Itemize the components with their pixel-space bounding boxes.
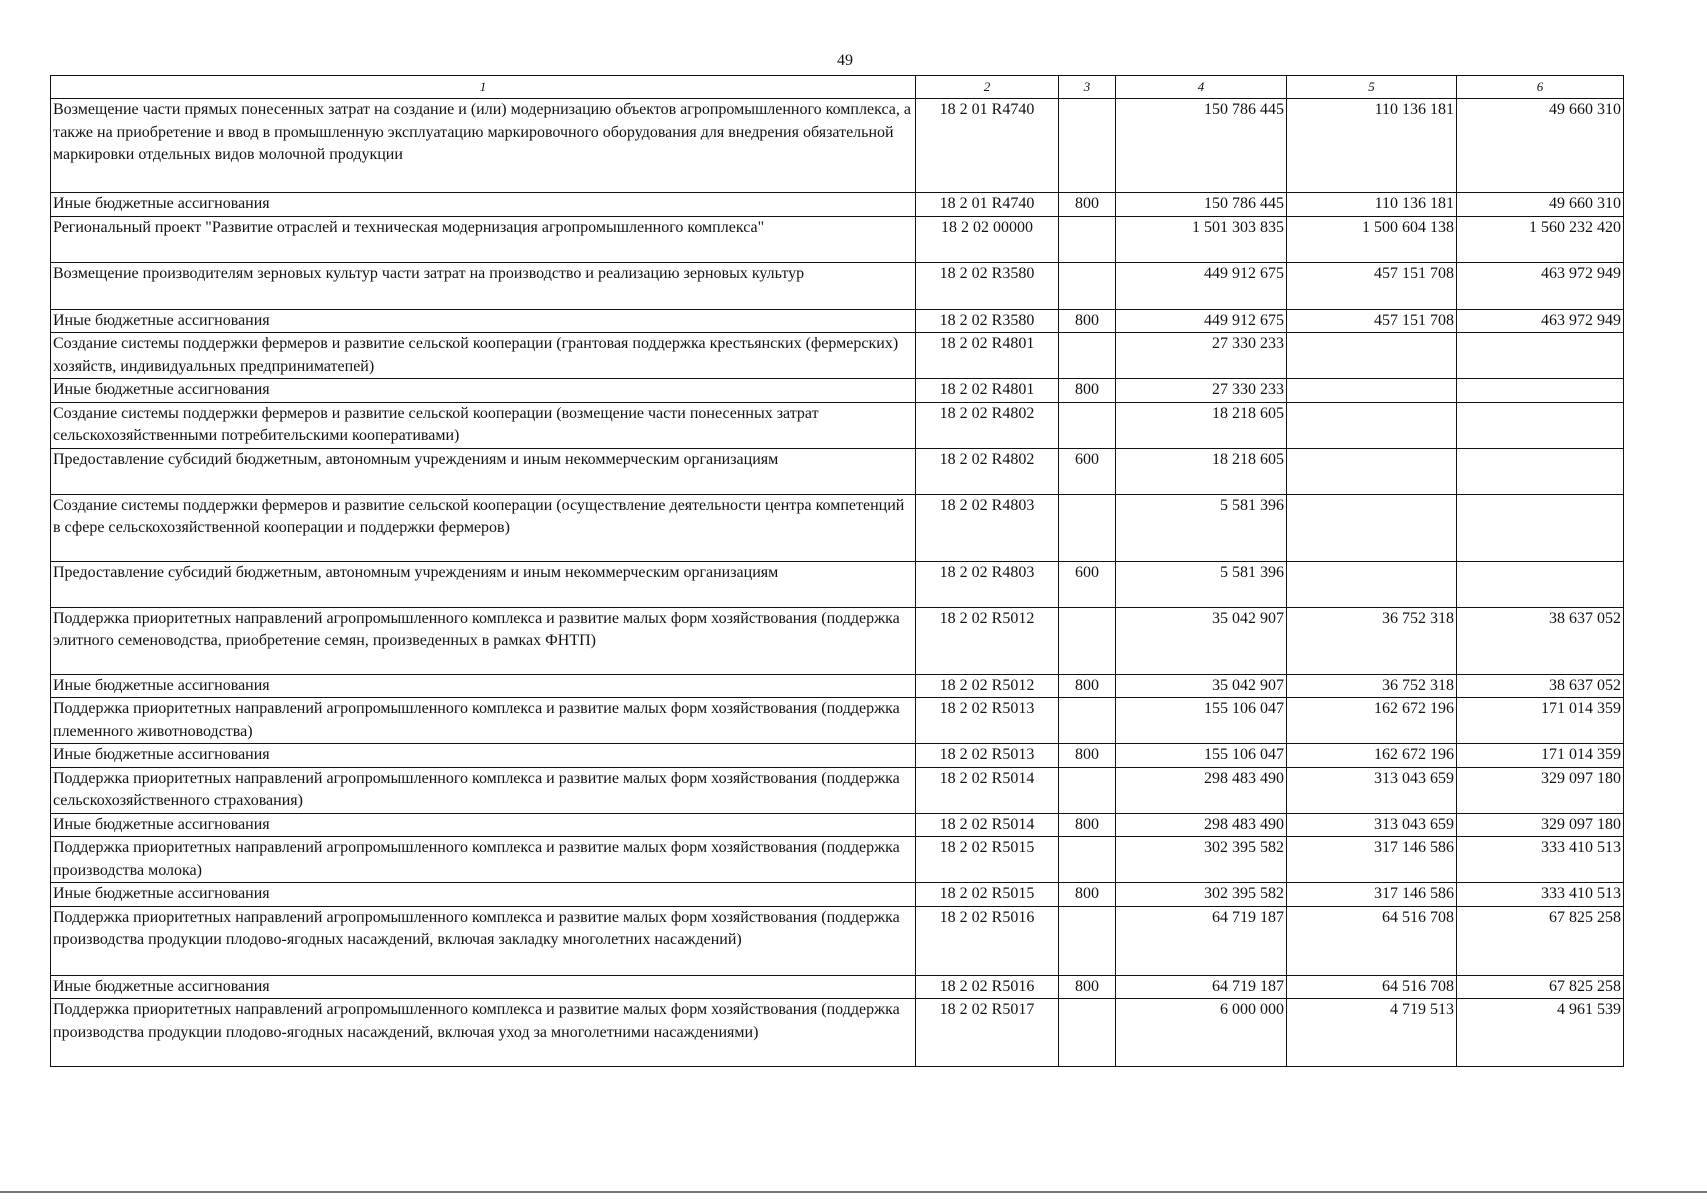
row-amount-3 xyxy=(1457,561,1624,607)
row-expense-type: 800 xyxy=(1059,975,1116,999)
row-amount-3: 4 961 539 xyxy=(1457,999,1624,1067)
row-amount-1: 150 786 445 xyxy=(1116,193,1287,217)
row-amount-1: 5 581 396 xyxy=(1116,561,1287,607)
row-amount-2: 317 146 586 xyxy=(1287,837,1457,883)
row-amount-3: 67 825 258 xyxy=(1457,975,1624,999)
row-amount-1: 27 330 233 xyxy=(1116,333,1287,379)
row-amount-3: 171 014 359 xyxy=(1457,698,1624,744)
scan-edge-line xyxy=(0,1191,1707,1193)
row-code: 18 2 01 R4740 xyxy=(916,99,1059,193)
column-header: 4 xyxy=(1116,76,1287,99)
row-amount-2: 4 719 513 xyxy=(1287,999,1457,1067)
table-row xyxy=(51,744,1624,768)
row-amount-2: 313 043 659 xyxy=(1287,767,1457,813)
row-amount-1: 298 483 490 xyxy=(1116,813,1287,837)
table-row xyxy=(51,494,1624,561)
row-expense-type xyxy=(1059,837,1116,883)
table-row xyxy=(51,698,1624,744)
row-code: 18 2 02 R4801 xyxy=(916,333,1059,379)
row-amount-2 xyxy=(1287,379,1457,403)
row-name: Возмещение части прямых понесенных затрат на создание и (или) модернизацию объектов агропромышленного комплекса, а также на приобретение и ввод в промышленную эксплуатацию маркировочного оборудования для внедрения обязательной маркировки отдельных видов молочной продукции xyxy=(51,99,916,193)
table-row xyxy=(51,767,1624,813)
row-name: Иные бюджетные ассигнования xyxy=(51,813,916,837)
row-amount-2: 317 146 586 xyxy=(1287,883,1457,907)
row-code: 18 2 02 R5017 xyxy=(916,999,1059,1067)
row-name: Поддержка приоритетных направлений агропромышленного комплекса и развитие малых форм хозяйствования (поддержка элитного семеноводства, приобретение семян, произведенных в рамках ФНТП) xyxy=(51,607,916,674)
row-name: Иные бюджетные ассигнования xyxy=(51,674,916,698)
row-expense-type: 800 xyxy=(1059,674,1116,698)
row-amount-2 xyxy=(1287,561,1457,607)
row-amount-1: 27 330 233 xyxy=(1116,379,1287,403)
row-amount-1: 449 912 675 xyxy=(1116,262,1287,309)
row-amount-1: 5 581 396 xyxy=(1116,494,1287,561)
row-amount-3: 49 660 310 xyxy=(1457,99,1624,193)
table-header-row xyxy=(51,76,1624,99)
row-code: 18 2 02 R4803 xyxy=(916,561,1059,607)
row-name: Иные бюджетные ассигнования xyxy=(51,379,916,403)
row-amount-3: 49 660 310 xyxy=(1457,193,1624,217)
row-amount-2: 1 500 604 138 xyxy=(1287,216,1457,262)
table-row xyxy=(51,561,1624,607)
row-amount-3: 329 097 180 xyxy=(1457,813,1624,837)
column-header: 3 xyxy=(1059,76,1116,99)
row-code: 18 2 02 R4803 xyxy=(916,494,1059,561)
row-amount-3: 333 410 513 xyxy=(1457,883,1624,907)
row-amount-3 xyxy=(1457,402,1624,448)
row-name: Поддержка приоритетных направлений агропромышленного комплекса и развитие малых форм хозяйствования (поддержка сельскохозяйственного страхования) xyxy=(51,767,916,813)
row-expense-type: 800 xyxy=(1059,379,1116,403)
row-name: Поддержка приоритетных направлений агропромышленного комплекса и развитие малых форм хозяйствования (поддержка племенного животноводства) xyxy=(51,698,916,744)
row-expense-type xyxy=(1059,494,1116,561)
row-expense-type xyxy=(1059,767,1116,813)
table-row xyxy=(51,674,1624,698)
row-amount-3 xyxy=(1457,448,1624,494)
row-name: Поддержка приоритетных направлений агропромышленного комплекса и развитие малых форм хозяйствования (поддержка производства продукции плодово-ягодных насаждений, включая закладку многолетних насаждений) xyxy=(51,906,916,975)
row-amount-1: 449 912 675 xyxy=(1116,309,1287,333)
row-name: Создание системы поддержки фермеров и развитие сельской кооперации (возмещение части понесенных затрат сельскохозяйственными потребительскими кооперативами) xyxy=(51,402,916,448)
row-amount-1: 155 106 047 xyxy=(1116,698,1287,744)
row-name: Региональный проект "Развитие отраслей и техническая модернизация агропромышленного комплекса" xyxy=(51,216,916,262)
row-expense-type xyxy=(1059,906,1116,975)
row-expense-type: 800 xyxy=(1059,744,1116,768)
row-amount-3: 38 637 052 xyxy=(1457,607,1624,674)
row-name: Иные бюджетные ассигнования xyxy=(51,309,916,333)
row-name: Предоставление субсидий бюджетным, автономным учреждениям и иным некоммерческим организациям xyxy=(51,448,916,494)
row-amount-3 xyxy=(1457,379,1624,403)
row-amount-2 xyxy=(1287,448,1457,494)
row-name: Возмещение производителям зерновых культур части затрат на производство и реализацию зерновых культур xyxy=(51,262,916,309)
row-amount-2: 64 516 708 xyxy=(1287,906,1457,975)
table-row xyxy=(51,193,1624,217)
budget-table xyxy=(50,75,1624,1067)
row-code: 18 2 02 R5012 xyxy=(916,674,1059,698)
row-expense-type xyxy=(1059,99,1116,193)
row-amount-3: 463 972 949 xyxy=(1457,262,1624,309)
table-row xyxy=(51,883,1624,907)
table-row xyxy=(51,333,1624,379)
table-row xyxy=(51,999,1624,1067)
row-amount-2: 110 136 181 xyxy=(1287,193,1457,217)
row-expense-type xyxy=(1059,999,1116,1067)
row-name: Создание системы поддержки фермеров и развитие сельской кооперации (осуществление деятельности центра компетенций в сфере сельскохозяйственной кооперации и поддержки фермеров) xyxy=(51,494,916,561)
row-amount-1: 35 042 907 xyxy=(1116,607,1287,674)
row-code: 18 2 02 R5014 xyxy=(916,813,1059,837)
row-amount-1: 64 719 187 xyxy=(1116,975,1287,999)
row-amount-2: 110 136 181 xyxy=(1287,99,1457,193)
row-expense-type xyxy=(1059,216,1116,262)
row-name: Поддержка приоритетных направлений агропромышленного комплекса и развитие малых форм хозяйствования (поддержка производства молока) xyxy=(51,837,916,883)
row-name: Иные бюджетные ассигнования xyxy=(51,883,916,907)
row-expense-type xyxy=(1059,607,1116,674)
column-header: 6 xyxy=(1457,76,1624,99)
row-name: Иные бюджетные ассигнования xyxy=(51,975,916,999)
row-name: Поддержка приоритетных направлений агропромышленного комплекса и развитие малых форм хозяйствования (поддержка производства продукции плодово-ягодных насаждений, включая уход за многолетними насаждениями) xyxy=(51,999,916,1067)
row-amount-1: 302 395 582 xyxy=(1116,883,1287,907)
row-amount-2: 162 672 196 xyxy=(1287,744,1457,768)
row-amount-1: 150 786 445 xyxy=(1116,99,1287,193)
row-expense-type xyxy=(1059,262,1116,309)
row-name: Иные бюджетные ассигнования xyxy=(51,193,916,217)
row-amount-1: 155 106 047 xyxy=(1116,744,1287,768)
row-amount-1: 18 218 605 xyxy=(1116,448,1287,494)
row-code: 18 2 02 R3580 xyxy=(916,262,1059,309)
row-amount-1: 6 000 000 xyxy=(1116,999,1287,1067)
row-amount-3: 38 637 052 xyxy=(1457,674,1624,698)
row-code: 18 2 02 00000 xyxy=(916,216,1059,262)
row-name: Иные бюджетные ассигнования xyxy=(51,744,916,768)
row-expense-type: 800 xyxy=(1059,813,1116,837)
row-code: 18 2 02 R4802 xyxy=(916,448,1059,494)
row-amount-2: 457 151 708 xyxy=(1287,262,1457,309)
table-row xyxy=(51,607,1624,674)
row-expense-type: 600 xyxy=(1059,448,1116,494)
row-amount-3: 333 410 513 xyxy=(1457,837,1624,883)
row-code: 18 2 01 R4740 xyxy=(916,193,1059,217)
table-row xyxy=(51,906,1624,975)
column-header: 5 xyxy=(1287,76,1457,99)
row-code: 18 2 02 R5013 xyxy=(916,744,1059,768)
row-code: 18 2 02 R3580 xyxy=(916,309,1059,333)
row-amount-3: 1 560 232 420 xyxy=(1457,216,1624,262)
row-code: 18 2 02 R5014 xyxy=(916,767,1059,813)
row-code: 18 2 02 R5013 xyxy=(916,698,1059,744)
table-row xyxy=(51,837,1624,883)
row-amount-1: 1 501 303 835 xyxy=(1116,216,1287,262)
row-amount-2 xyxy=(1287,494,1457,561)
row-expense-type: 800 xyxy=(1059,883,1116,907)
row-expense-type: 800 xyxy=(1059,193,1116,217)
row-amount-3: 67 825 258 xyxy=(1457,906,1624,975)
table-row xyxy=(51,216,1624,262)
row-expense-type xyxy=(1059,402,1116,448)
column-header: 1 xyxy=(51,76,916,99)
row-amount-3 xyxy=(1457,494,1624,561)
row-amount-2: 36 752 318 xyxy=(1287,607,1457,674)
table-row xyxy=(51,262,1624,309)
row-amount-3 xyxy=(1457,333,1624,379)
row-code: 18 2 02 R5012 xyxy=(916,607,1059,674)
row-amount-2: 313 043 659 xyxy=(1287,813,1457,837)
row-code: 18 2 02 R5016 xyxy=(916,906,1059,975)
row-amount-2 xyxy=(1287,402,1457,448)
row-amount-1: 298 483 490 xyxy=(1116,767,1287,813)
row-expense-type: 800 xyxy=(1059,309,1116,333)
row-name: Создание системы поддержки фермеров и развитие сельской кооперации (грантовая поддержка крестьянских (фермерских) хозяйств, индивидуальных предприниматепей) xyxy=(51,333,916,379)
row-name: Предоставление субсидий бюджетным, автономным учреждениям и иным некоммерческим организациям xyxy=(51,561,916,607)
row-amount-3: 463 972 949 xyxy=(1457,309,1624,333)
row-expense-type: 600 xyxy=(1059,561,1116,607)
table-row xyxy=(51,813,1624,837)
column-header: 2 xyxy=(916,76,1059,99)
row-amount-2: 457 151 708 xyxy=(1287,309,1457,333)
table-row xyxy=(51,975,1624,999)
row-expense-type xyxy=(1059,333,1116,379)
row-code: 18 2 02 R4802 xyxy=(916,402,1059,448)
page-number: 49 xyxy=(837,52,853,69)
table-row xyxy=(51,379,1624,403)
row-amount-1: 64 719 187 xyxy=(1116,906,1287,975)
row-amount-1: 302 395 582 xyxy=(1116,837,1287,883)
row-amount-3: 329 097 180 xyxy=(1457,767,1624,813)
table-row xyxy=(51,309,1624,333)
row-amount-3: 171 014 359 xyxy=(1457,744,1624,768)
row-code: 18 2 02 R5016 xyxy=(916,975,1059,999)
row-amount-1: 35 042 907 xyxy=(1116,674,1287,698)
row-amount-2: 64 516 708 xyxy=(1287,975,1457,999)
table-row xyxy=(51,448,1624,494)
table-row xyxy=(51,402,1624,448)
row-code: 18 2 02 R5015 xyxy=(916,837,1059,883)
table-row xyxy=(51,99,1624,193)
row-amount-2: 36 752 318 xyxy=(1287,674,1457,698)
row-amount-2: 162 672 196 xyxy=(1287,698,1457,744)
row-amount-1: 18 218 605 xyxy=(1116,402,1287,448)
row-code: 18 2 02 R4801 xyxy=(916,379,1059,403)
row-amount-2 xyxy=(1287,333,1457,379)
row-code: 18 2 02 R5015 xyxy=(916,883,1059,907)
row-expense-type xyxy=(1059,698,1116,744)
